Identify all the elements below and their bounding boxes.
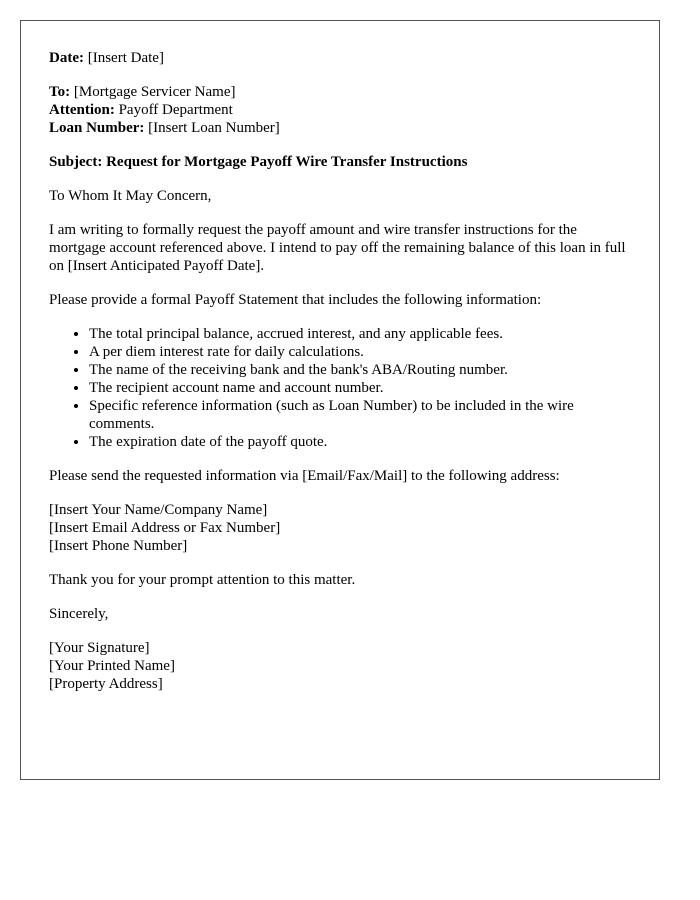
loan-number-label: Loan Number: xyxy=(49,120,145,136)
sign-off: Sincerely, xyxy=(49,606,109,622)
date-line xyxy=(49,49,631,67)
date-label: Date: xyxy=(49,50,84,66)
property-address-line: [Property Address] xyxy=(49,676,163,692)
contact-name: [Insert Your Name/Company Name] xyxy=(49,502,268,518)
to-line xyxy=(49,83,631,101)
contact-block xyxy=(49,501,631,555)
signature-block xyxy=(49,639,631,693)
to-label: To: xyxy=(49,84,71,100)
recipient-block xyxy=(49,83,631,137)
list-item: • A per diem interest rate for daily calculations. xyxy=(89,343,631,361)
salutation: To Whom It May Concern, xyxy=(49,188,212,204)
list-item: • The total principal balance, accrued interest, and any applicable fees. xyxy=(89,325,631,343)
send-info-paragraph: Please send the requested information via [Email/Fax/Mail] to the following address: xyxy=(49,468,560,484)
attention-line xyxy=(49,101,631,119)
printed-name-line: [Your Printed Name] xyxy=(49,658,175,674)
loan-number-value: [Insert Loan Number] xyxy=(148,120,280,136)
list-item: • The expiration date of the payoff quote. xyxy=(89,433,631,451)
to-value: [Mortgage Servicer Name] xyxy=(73,84,236,100)
attention-value: Payoff Department xyxy=(118,102,233,118)
list-item: • The recipient account name and account number. xyxy=(89,379,631,397)
thanks-paragraph: Thank you for your prompt attention to this matter. xyxy=(49,572,356,588)
contact-phone: [Insert Phone Number] xyxy=(49,538,188,554)
date-value: [Insert Date] xyxy=(87,50,164,66)
contact-email-fax: [Insert Email Address or Fax Number] xyxy=(49,520,281,536)
attention-label: Attention: xyxy=(49,102,115,118)
payoff-info-list xyxy=(49,325,631,451)
list-item: • The name of the receiving bank and the bank's ABA/Routing number. xyxy=(89,361,631,379)
list-item: • Specific reference information (such as Loan Number) to be included in the wire comments. xyxy=(89,397,631,433)
letter-document xyxy=(20,20,660,780)
subject-line: Subject: Request for Mortgage Payoff Wire Transfer Instructions xyxy=(49,154,468,170)
signature-line: [Your Signature] xyxy=(49,640,150,656)
intro-paragraph: I am writing to formally request the payoff amount and wire transfer instructions for the mortgage account referenced above. I intend to pay off the remaining balance of this loan in full on [Insert Anticipated Payoff Date]. xyxy=(49,222,626,274)
date-line-block xyxy=(49,49,631,67)
loan-number-line xyxy=(49,119,631,137)
request-paragraph: Please provide a formal Payoff Statement that includes the following information: xyxy=(49,292,542,308)
